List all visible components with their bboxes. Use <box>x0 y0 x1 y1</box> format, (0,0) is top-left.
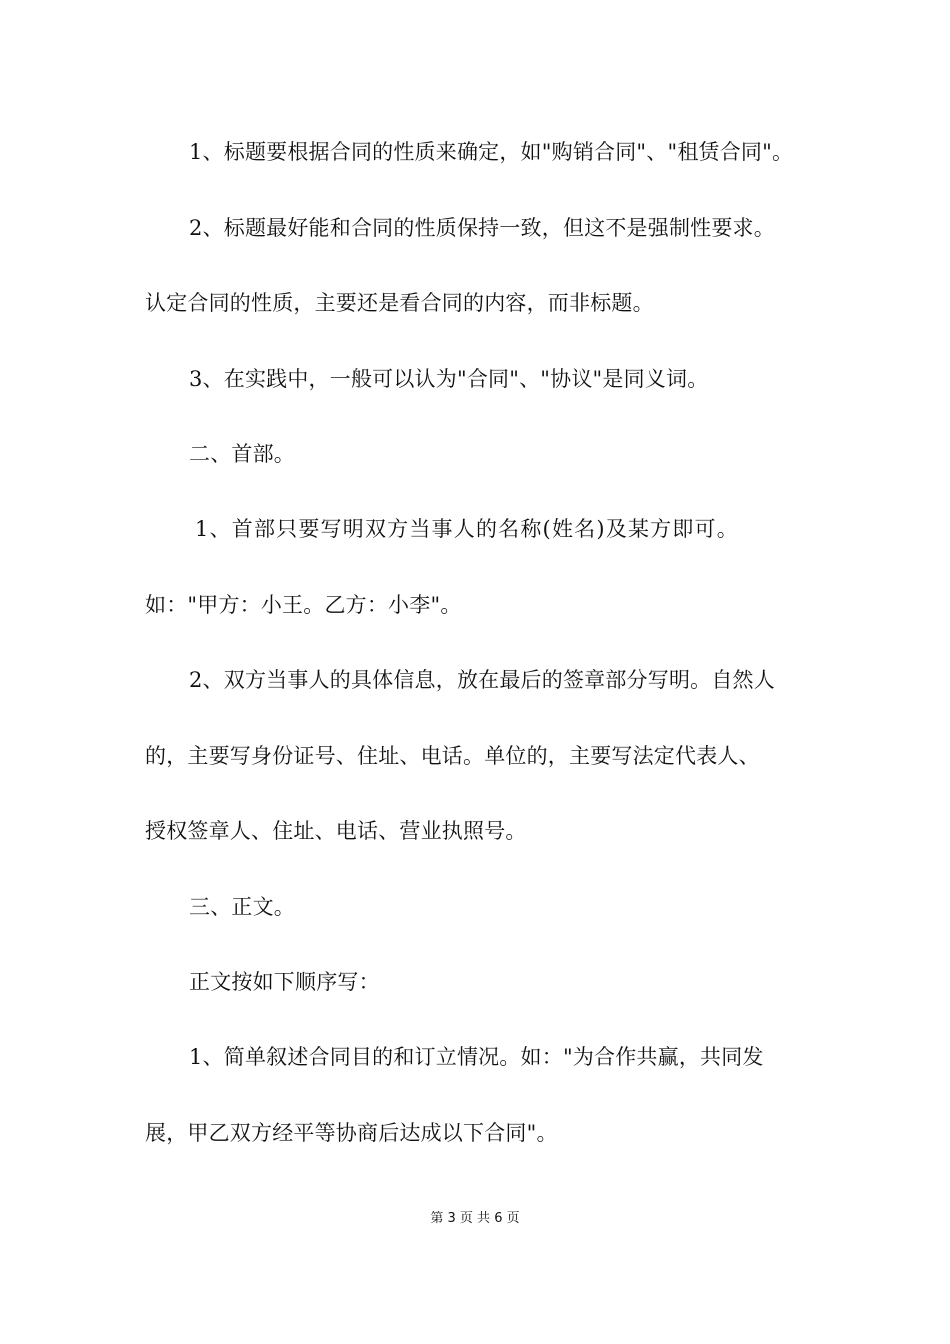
paragraph-line-8: 2、双方当事人的具体信息，放在最后的签章部分写明。自然人 <box>189 668 775 692</box>
page-number-footer: 第 3 页 共 6 页 <box>430 1211 520 1226</box>
paragraph-line-6: 1、首部只要写明双方当事人的名称(姓名)及某方即可。 <box>195 517 739 541</box>
paragraph-line-9: 的，主要写身份证号、住址、电话。单位的，主要写法定代表人、 <box>145 744 760 768</box>
paragraph-line-14: 展，甲乙双方经平等协商后达成以下合同"。 <box>145 1121 558 1145</box>
paragraph-line-3: 认定合同的性质，主要还是看合同的内容，而非标题。 <box>145 291 654 315</box>
paragraph-line-1: 1、标题要根据合同的性质来确定，如"购销合同"、"租赁合同"。 <box>189 140 794 164</box>
paragraph-line-13: 1、简单叙述合同目的和订立情况。如："为合作共赢，共同发 <box>189 1045 764 1069</box>
paragraph-line-4: 3、在实践中，一般可以认为"合同"、"协议"是同义词。 <box>189 367 709 391</box>
paragraph-line-12: 正文按如下顺序写： <box>189 970 380 994</box>
paragraph-line-10: 授权签章人、住址、电话、营业执照号。 <box>145 819 527 843</box>
section-heading-preamble: 二、首部。 <box>189 442 295 466</box>
section-heading-body: 三、正文。 <box>189 895 295 919</box>
paragraph-line-2: 2、标题最好能和合同的性质保持一致，但这不是强制性要求。 <box>189 216 775 240</box>
paragraph-line-7: 如："甲方：小王。乙方：小李"。 <box>145 593 462 617</box>
